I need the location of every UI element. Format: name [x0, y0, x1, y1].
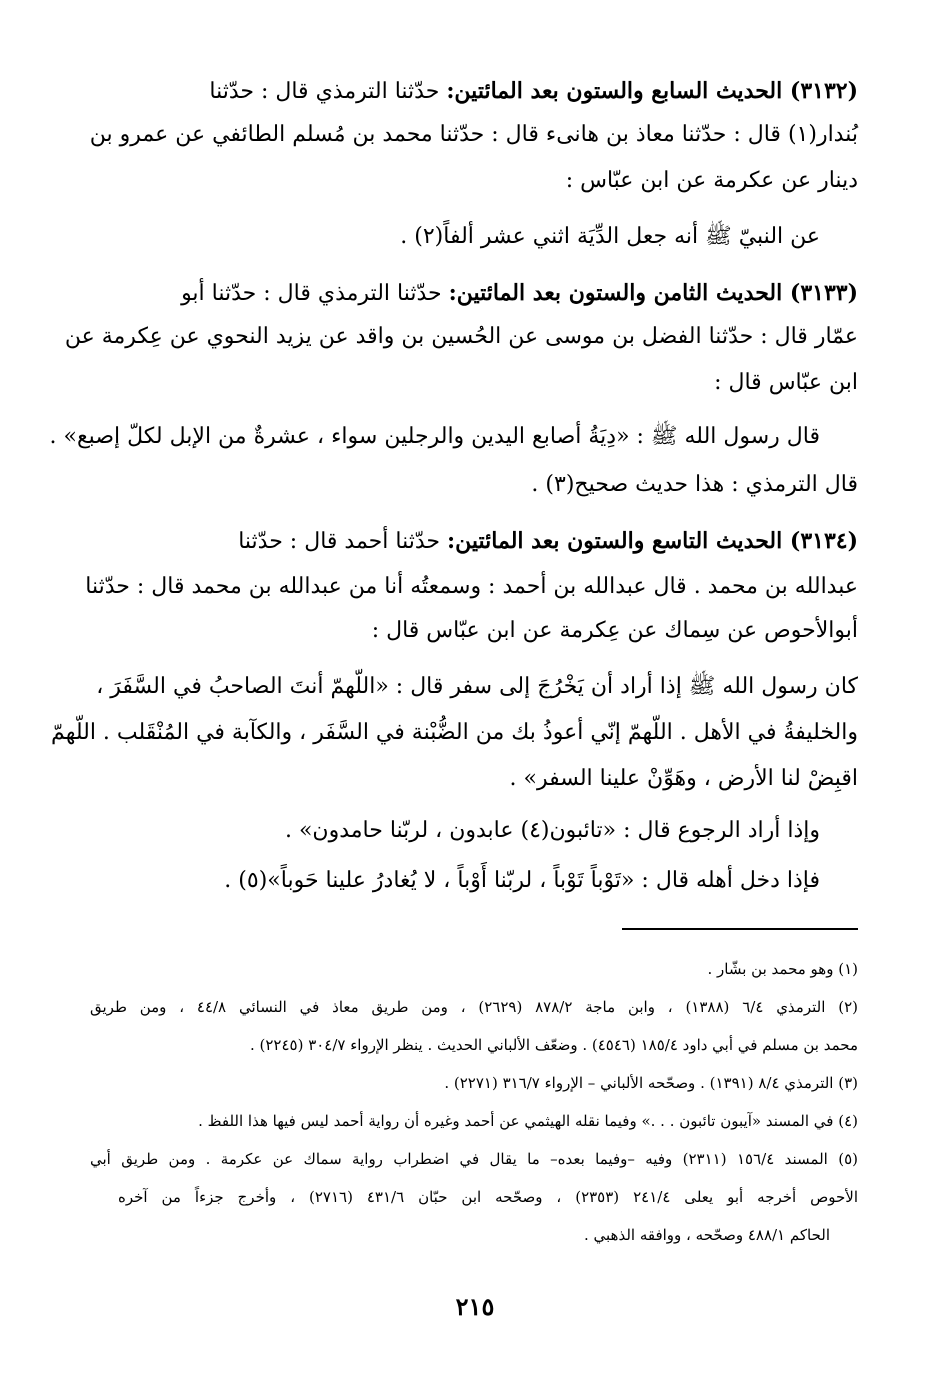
- footnote-5-line2: الأحوص أخرجه أبو يعلى ٢٤١/٤ (٢٣٥٣) ، وصحّحه ابن حبّان ٤٣١/٦ (٢٧١٦) ، وأخرج جزءاً من آخره: [118, 1188, 859, 1206]
- hadith-3134-lead: حدّثنا أحمد قال : حدّثنا: [238, 529, 447, 554]
- hadith-3132-line2: بُندار(١) قال : حدّثنا معاذ بن هانىء قال : حدّثنا محمد بن مُسلم الطائفي عن عمرو بن: [89, 122, 858, 147]
- hadith-3134-title: (٣١٣٤) الحديث التاسع والستون بعد المائتين:: [447, 528, 858, 554]
- footnote-5-line3: الحاكم ٤٨٨/١ وصحّحه ، ووافقه الذهبي .: [583, 1226, 830, 1244]
- footnote-5-line1: (٥) المسند ١٥٦/٤ (٢٣١١) وفيه –وفيما بعده– ما يقال في اضطراب رواية سماك عن عكرمة . ومن طريق أبي: [90, 1150, 858, 1168]
- hadith-3133-line2: عمّار قال : حدّثنا الفضل بن موسى عن الحُسين بن واقد عن يزيد النحوي عن عِكرمة عن: [64, 324, 858, 349]
- hadith-3134-text2: والخليفةُ في الأهل . اللّهمّ إنّي أعوذُ بك من الضُّبْنة في السَّفَر ، والكآبة في المُنْقَلب . اللّهمّ: [51, 720, 858, 745]
- footnote-1: (١) وهو محمد بن بشّار .: [707, 960, 858, 978]
- hadith-3133-line3: ابن عبّاس قال :: [714, 370, 858, 395]
- hadith-3133-text2: قال الترمذي : هذا حديث صحيح(٣) .: [531, 472, 858, 497]
- hadith-3133-text1: قال رسول الله ﷺ : «دِيَةُ أصابع اليدين والرجلين سواء ، عشرةٌ من الإبل لكلّ إصبع» .: [49, 424, 820, 449]
- hadith-3132-line3: دينار عن عكرمة عن ابن عبّاس :: [565, 168, 858, 193]
- hadith-3133-line1: [181, 282, 858, 305]
- hadith-3134-line3: أبوالأحوص عن سِماك عن عِكرمة عن ابن عبّاس قال :: [371, 618, 858, 643]
- hadith-3132-line1: [209, 80, 858, 103]
- hadith-3132-title: (٣١٣٢) الحديث السابع والستون بعد المائتين:: [446, 78, 858, 104]
- hadith-3134-line2: عبدالله بن محمد . قال عبدالله بن أحمد : وسمعتُه أنا من عبدالله بن محمد قال : حدّثنا: [85, 574, 858, 599]
- footnote-divider: [622, 928, 858, 930]
- footnote-2-line1: (٢) الترمذي ٦/٤ (١٣٨٨) ، وابن ماجة ٨٧٨/٢ (٢٦٢٩) ، ومن طريق معاذ في النسائي ٤٤/٨ ، ومن طريق: [90, 998, 858, 1016]
- hadith-3132-lead: حدّثنا الترمذي قال : حدّثنا: [209, 79, 447, 104]
- footnote-3: (٣) الترمذي ٨/٤ (١٣٩١) . وصحّحه الألباني – الإرواء ٣١٦/٧ (٢٢٧١) .: [444, 1074, 858, 1092]
- hadith-3134-text3: اقبِضْ لنا الأرض ، وهَوِّنْ علينا السفر» .: [509, 766, 858, 791]
- hadith-3134-line1: [238, 530, 858, 553]
- hadith-3132-text: عن النبيّ ﷺ أنه جعل الدِّيَة اثني عشر ألفاً(٢) .: [400, 224, 820, 249]
- page-number: ٢١٥: [455, 1292, 495, 1321]
- hadith-3133-lead: حدّثنا الترمذي قال : حدّثنا أبو: [181, 281, 449, 306]
- footnote-4: (٤) في المسند «آيبون تائبون . . .» وفيما نقله الهيثمي عن أحمد وغيره أن رواية أحمد ليس فيها هذا اللفظ .: [198, 1112, 858, 1130]
- footnote-2-line2: محمد بن مسلم في أبي داود ١٨٥/٤ (٤٥٤٦) . وضعّف الألباني الحديث . ينظر الإرواء ٣٠٤/٧ (٢٢٤٥) .: [249, 1036, 858, 1054]
- hadith-3134-text1: كان رسول الله ﷺ إذا أراد أن يَخْرُجَ إلى سفر قال : «اللّهمّ أنتَ الصاحبُ في السَّفَرَ ،: [96, 674, 858, 699]
- hadith-3133-title: (٣١٣٣) الحديث الثامن والستون بعد المائتين:: [448, 280, 858, 306]
- hadith-3134-text4: وإذا أراد الرجوع قال : «تائبون(٤) عابدون ، لربّنا حامدون» .: [284, 818, 820, 843]
- hadith-3134-text5: فإذا دخل أهله قال : «تَوْباً تَوْباً ، لربّنا أَوْباً ، لا يُغادرُ علينا حَوباً»(٥) .: [224, 868, 820, 893]
